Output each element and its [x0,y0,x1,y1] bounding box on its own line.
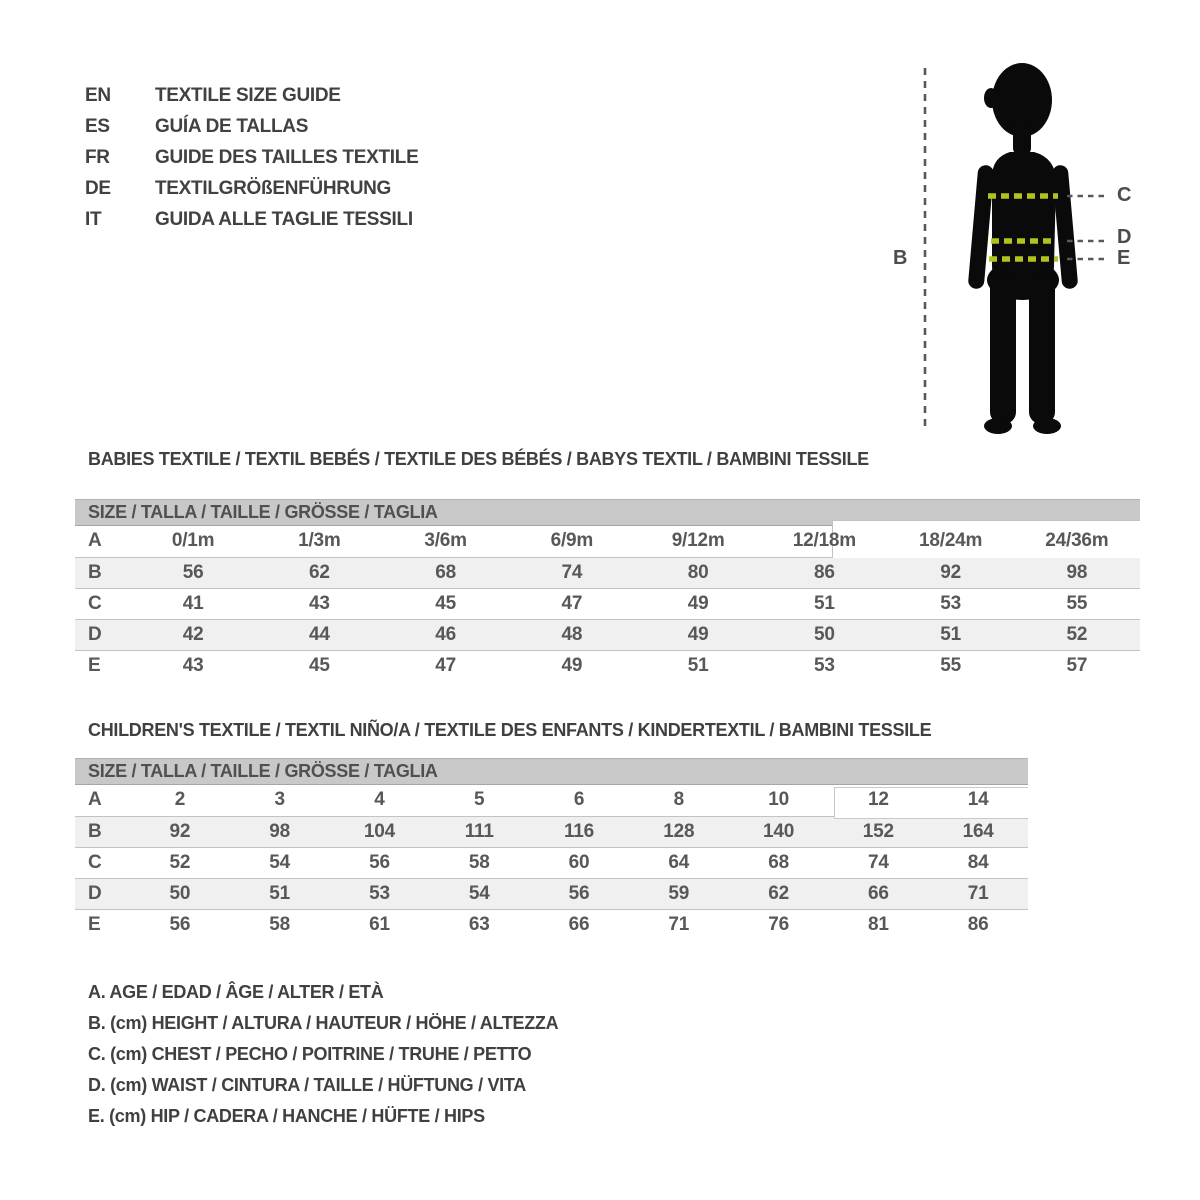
size-cell: 55 [1066,593,1088,614]
size-cell: 54 [269,852,291,873]
language-row [85,204,418,235]
size-cell: 6/9m [550,530,594,551]
size-cell: 51 [814,593,835,614]
size-cell: 53 [940,593,961,614]
size-cell: 45 [435,593,456,614]
size-cell: 12 [867,789,889,810]
size-cell: 61 [369,914,390,935]
children-section-title: CHILDREN'S TEXTILE / TEXTIL NIÑO/A / TEXTILE DES ENFANTS / KINDERTEXTIL / BAMBINI TESSILE [88,720,932,740]
language-code: DE [85,178,111,199]
size-cell: 50 [814,624,835,645]
legend-hip: E. (cm) HIP / CADERA / HANCHE / HÜFTE / HIPS [88,1106,485,1126]
size-cell: 111 [464,821,494,842]
table-row-age [75,526,1140,557]
size-cell: 76 [768,914,789,935]
chest-measure-label: C [1117,184,1132,206]
size-cell: 14 [967,789,989,810]
row-label: D [88,883,102,904]
legend-chest: C. (cm) CHEST / PECHO / POITRINE / TRUHE / PETTO [88,1044,532,1064]
language-code: EN [85,85,111,106]
children-size-table [75,758,1028,940]
size-cell: 56 [169,914,191,935]
height-measure-label: B [893,247,908,269]
row-label: A [88,530,102,551]
size-cell: 68 [435,562,456,583]
size-cell: 92 [940,562,961,583]
measurement-figure [880,52,1150,447]
size-cell: 64 [668,852,690,873]
language-code: IT [85,209,102,230]
language-row [85,80,418,111]
size-cell: 45 [309,655,330,676]
table-row-waist [75,878,1028,909]
size-cell: 51 [269,883,291,904]
size-cell: 56 [568,883,590,904]
size-cell: 48 [561,624,583,645]
size-cell: 51 [940,624,961,645]
legend-age: A. AGE / EDAD / ÂGE / ALTER / ETÀ [88,982,384,1002]
size-cell: 92 [169,821,191,842]
table-row-chest [75,588,1140,619]
size-cell: 98 [1066,562,1088,583]
guide-title: GUIDA ALLE TAGLIE TESSILI [155,209,413,230]
table-row-hip [75,909,1028,940]
size-cell: 47 [561,593,583,614]
size-cell: 71 [967,883,989,904]
language-code: ES [85,116,110,137]
size-cell: 62 [309,562,330,583]
babies-size-table [75,499,1140,681]
guide-title: TEXTILE SIZE GUIDE [155,85,341,106]
language-row [85,142,418,173]
size-cell: 47 [435,655,456,676]
language-code: FR [85,147,110,168]
legend-height: B. (cm) HEIGHT / ALTURA / HAUTEUR / HÖHE / ALTEZZA [88,1013,559,1033]
child-silhouette [968,63,1079,434]
size-cell: 43 [182,655,204,676]
size-cell: 43 [309,593,330,614]
table-row-chest [75,847,1028,878]
row-label: D [88,624,102,645]
size-cell: 74 [867,852,889,873]
size-cell: 1/3m [298,530,341,551]
size-cell: 44 [309,624,330,645]
size-cell: 66 [867,883,889,904]
size-cell: 41 [182,593,204,614]
size-cell: 164 [962,821,994,842]
row-label: E [88,655,101,676]
size-cell: 58 [269,914,291,935]
size-cell: 3/6m [424,530,467,551]
guide-title: GUÍA DE TALLAS [155,116,309,137]
row-label: C [88,852,102,873]
size-cell: 4 [374,789,385,810]
size-cell: 62 [768,883,789,904]
size-cell: 8 [673,789,684,810]
waist-measure-label: D [1117,226,1132,248]
table-row-height [75,816,1028,847]
table-row-age [75,785,1028,816]
size-cell: 86 [814,562,835,583]
size-cell: 140 [763,821,795,842]
size-cell: 52 [1066,624,1088,645]
row-label: E [88,914,101,935]
size-cell: 66 [568,914,590,935]
size-table-header: SIZE / TALLA / TAILLE / GRÖSSE / TAGLIA [75,758,1028,785]
size-cell: 49 [561,655,583,676]
size-cell: 56 [182,562,204,583]
size-cell: 24/36m [1045,530,1109,551]
size-cell: 86 [967,914,989,935]
row-label: B [88,821,102,842]
size-cell: 104 [363,821,395,842]
size-cell: 53 [814,655,835,676]
size-cell: 98 [269,821,291,842]
legend-waist: D. (cm) WAIST / CINTURA / TAILLE / HÜFTUNG / VITA [88,1075,526,1095]
size-cell: 18/24m [919,530,983,551]
size-cell: 116 [563,821,595,842]
size-cell: 84 [967,852,989,873]
size-cell: 12/18m [792,530,856,551]
row-label: A [88,789,102,810]
table-row-height [75,557,1140,588]
size-cell: 6 [573,789,585,810]
row-label: C [88,593,102,614]
guide-title: TEXTILGRÖßENFÜHRUNG [155,178,392,199]
row-label: B [88,562,102,583]
size-cell: 71 [668,914,690,935]
size-cell: 54 [468,883,490,904]
size-cell: 128 [663,821,695,842]
size-cell: 51 [687,655,709,676]
size-cell: 49 [687,593,709,614]
size-cell: 60 [568,852,590,873]
child-silhouette-graphic [880,52,1150,447]
size-cell: 50 [169,883,191,904]
measurement-legend [88,977,558,1132]
guide-title: GUIDE DES TAILLES TEXTILE [155,147,419,168]
size-cell: 74 [561,562,583,583]
size-cell: 49 [687,624,709,645]
size-cell: 68 [768,852,789,873]
language-row [85,111,418,142]
size-cell: 80 [687,562,709,583]
size-cell: 46 [435,624,456,645]
language-row [85,173,418,204]
size-cell: 42 [182,624,204,645]
size-cell: 63 [468,914,490,935]
table-row-waist [75,619,1140,650]
size-cell: 56 [369,852,390,873]
size-table-header: SIZE / TALLA / TAILLE / GRÖSSE / TAGLIA [75,499,1140,526]
size-cell: 152 [862,821,894,842]
size-cell: 59 [668,883,690,904]
hip-measure-label: E [1117,247,1131,269]
size-cell: 3 [274,789,285,810]
size-cell: 57 [1066,655,1088,676]
size-cell: 9/12m [671,530,725,551]
size-cell: 52 [169,852,191,873]
size-cell: 53 [369,883,390,904]
table-row-hip [75,650,1140,681]
size-cell: 5 [474,789,485,810]
size-cell: 10 [768,789,789,810]
size-cell: 0/1m [171,530,215,551]
babies-section-title: BABIES TEXTILE / TEXTIL BEBÉS / TEXTILE DES BÉBÉS / BABYS TEXTIL / BAMBINI TESSILE [88,449,869,469]
size-cell: 81 [867,914,889,935]
size-cell: 2 [174,789,186,810]
size-cell: 55 [940,655,961,676]
size-cell: 58 [468,852,490,873]
language-title-list [85,80,418,235]
